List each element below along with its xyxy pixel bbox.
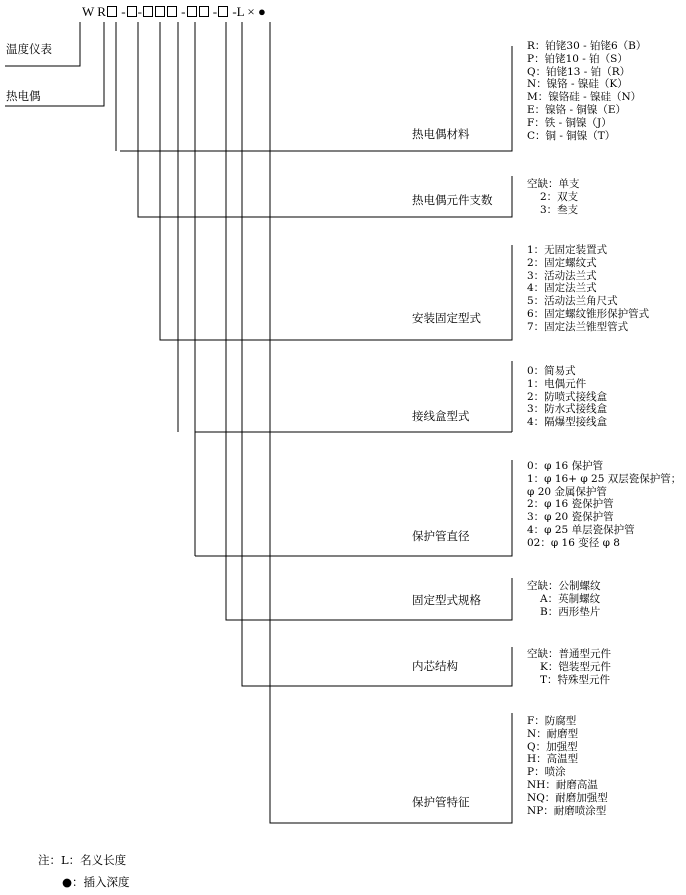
option-item: K：铠装型元件 (540, 660, 611, 673)
option-item: 空缺：单支 (527, 178, 580, 190)
option-item: 3：活动法兰式 (527, 269, 597, 282)
option-item: 0：φ 16 保护管 (527, 460, 604, 472)
option-item: B：西形垫片 (540, 605, 601, 618)
option-item: 1：电偶元件 (527, 377, 587, 390)
option-item: H：高温型 (527, 753, 579, 766)
option-item: 2：固定螺纹式 (527, 256, 597, 269)
options-tube-feature (527, 715, 608, 817)
code-separator: - (209, 4, 218, 19)
section-label-junction-box: 接线盒型式 (412, 409, 470, 423)
option-item: A：英制螺纹 (540, 592, 601, 605)
option-item: Q：铂铑13 - 铂（R） (527, 65, 631, 78)
option-item: 4：φ 25 单层瓷保护管 (527, 523, 635, 536)
option-item: 空缺：公制螺纹 (527, 580, 601, 592)
option-item: 5：活动法兰角尺式 (527, 295, 618, 308)
section-label-tube-diameter: 保护管直径 (412, 529, 470, 543)
code-box (127, 6, 137, 17)
code-box (167, 6, 177, 17)
option-item: 4：隔爆型接线盒 (527, 416, 608, 429)
dot-icon: ● (257, 4, 266, 19)
options-inner-core (527, 648, 611, 686)
section-label-element-count: 热电偶元件支数 (412, 193, 493, 207)
option-item: 1：无固定装置式 (527, 244, 608, 256)
note-nominal-length: 注：L：名义长度 (38, 853, 127, 867)
options-junction-box (527, 365, 607, 429)
code-separator: - (137, 4, 142, 19)
option-item: R：铂铑30 - 铂铑6（B） (527, 40, 647, 52)
connector-element-count (138, 22, 512, 217)
option-item: φ 20 金属保护管 (527, 485, 607, 498)
note-insertion-depth: ●：插入深度 (62, 875, 130, 889)
code-box (107, 6, 117, 17)
option-item: Q：加强型 (527, 740, 578, 753)
option-item: 3：防水式接线盒 (527, 403, 608, 416)
option-item: 3：φ 20 瓷保护管 (527, 511, 614, 524)
temperature-instrument-label: 温度仪表 (6, 42, 52, 56)
option-item: P：铂铑10 - 铂（S） (527, 52, 628, 65)
option-item: 7：固定法兰锥型管式 (527, 320, 629, 333)
option-item: M：镍铬硅 - 镍硅（N） (527, 91, 642, 104)
option-item: NH：耐磨高温 (527, 778, 598, 791)
option-item: N：耐磨型 (527, 727, 579, 740)
model-code-prefix: W R (82, 4, 106, 19)
option-item: 0：简易式 (527, 365, 576, 377)
option-item: E：镍铬 - 铜镍（E） (527, 103, 627, 116)
options-fixing-spec (527, 580, 601, 618)
option-item: NQ：耐磨加强型 (527, 791, 608, 804)
section-label-fixing-spec: 固定型式规格 (412, 593, 481, 607)
connector-tube-feature (270, 22, 512, 823)
option-item: 2：φ 16 瓷保护管 (527, 498, 614, 511)
model-code-suffix: -L × (232, 4, 255, 19)
code-separator: - (177, 4, 186, 19)
options-material (527, 40, 646, 142)
option-item: 3：叁支 (540, 203, 579, 216)
section-label-material: 热电偶材料 (412, 127, 470, 141)
option-item: F：防腐型 (527, 715, 577, 727)
option-item: NP：耐磨喷涂型 (527, 804, 607, 817)
code-separator: - (121, 4, 126, 19)
code-box (218, 6, 228, 17)
option-item: 2：防喷式接线盒 (527, 390, 608, 403)
code-box (143, 6, 153, 17)
section-label-inner-core: 内芯结构 (412, 659, 458, 673)
code-box (187, 6, 197, 17)
option-item: 6：固定螺纹锥形保护管式 (527, 307, 650, 320)
option-item: N：镍铬 - 镍硅（K） (527, 78, 628, 91)
model-code (82, 4, 266, 20)
option-item: F：铁 - 铜镍（J） (527, 116, 612, 129)
connector-inner-core (242, 22, 512, 686)
code-box (155, 6, 165, 17)
options-install-type (527, 244, 649, 334)
section-label-install-type: 安装固定型式 (412, 311, 481, 325)
option-item: 1：φ 16+ φ 25 双层瓷保护管； (527, 472, 682, 485)
option-item: 4：固定法兰式 (527, 282, 597, 295)
option-item: T：特殊型元件 (540, 673, 611, 686)
option-item: 空缺：普通型元件 (527, 648, 611, 660)
option-item: C：铜 - 铜镍（T） (527, 129, 616, 142)
options-tube-diameter (527, 460, 681, 550)
thermocouple-label: 热电偶 (6, 89, 41, 103)
option-item: 2：双支 (540, 190, 579, 203)
code-box (199, 6, 209, 17)
connector-install-type (160, 22, 512, 340)
option-item: 02：φ 16 变径 φ 8 (527, 536, 620, 549)
option-item: P：喷涂 (527, 766, 566, 779)
options-element-count (527, 178, 580, 216)
section-label-tube-feature: 保护管特征 (412, 795, 470, 809)
